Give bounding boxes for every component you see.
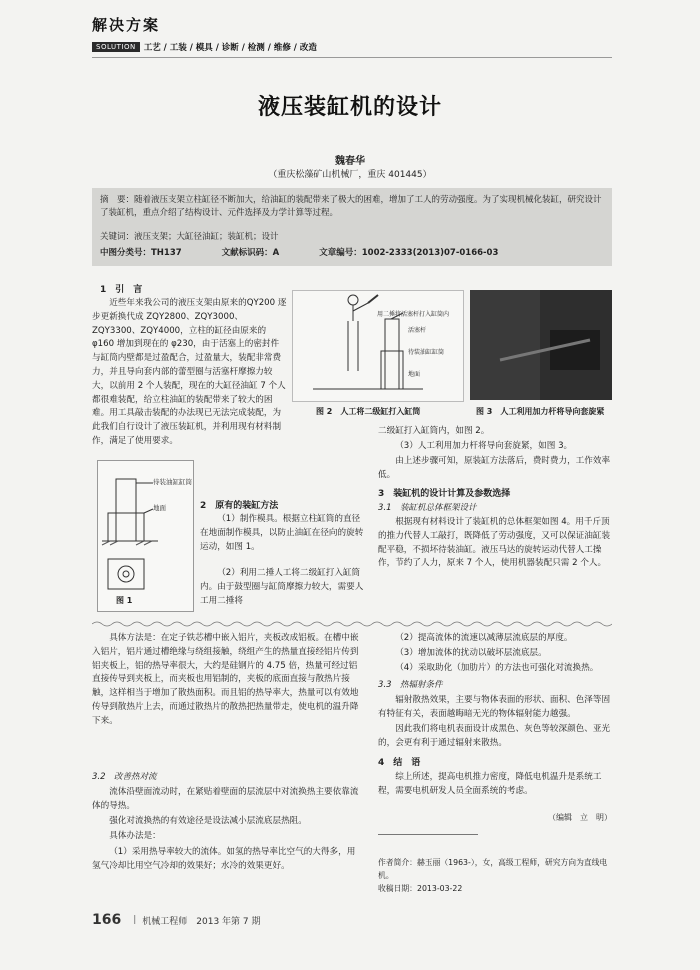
- figure-3-photo: [470, 290, 612, 400]
- clc-number: 中图分类号：TH137: [100, 248, 182, 258]
- method-disturbance: （3）增加流体的扰动以破坏层流底层。: [395, 648, 547, 658]
- author-bio: [378, 856, 612, 895]
- category-list: 工艺 / 工装 / 模具 / 诊断 / 检测 / 维修 / 改造: [143, 42, 317, 53]
- author-bio-text: 作者简介：赫玉丽（1963-），女，高级工程师，研究方向为直线电机。: [378, 858, 608, 880]
- figure-2-label-hammer: 用二捶将活塞杆打入缸筒内: [377, 311, 450, 318]
- method-fins: （4）采取助化（加肋片）的方法也可强化对流换热。: [395, 663, 599, 673]
- figure-1-label-ground: 地面: [153, 504, 166, 512]
- category-bar: [92, 40, 317, 53]
- specific-methods-label: 具体办法是：: [109, 831, 161, 841]
- figure-2: [292, 290, 464, 402]
- section-3-heading: 3 装缸机的设计计算及参数选择: [378, 489, 511, 499]
- footer-separator: |: [133, 915, 137, 925]
- figure-2-label-rod: 活塞杆: [408, 327, 427, 334]
- document-code: 文献标识码：A: [221, 248, 280, 258]
- figure-2-drawing: [293, 291, 463, 401]
- figure-2-caption: 图 2 人工将二级缸打入缸筒: [316, 407, 421, 416]
- method-step-3: （3）人工利用加力杆将导向套旋紧，如图 3。: [395, 441, 573, 451]
- received-date: 收稿日期：2013-03-22: [378, 884, 463, 893]
- article-number: 文章编号：1002-2333(2013)07-0166-03: [319, 248, 499, 258]
- page-number: 166: [92, 912, 122, 928]
- figure-3-image: [470, 290, 612, 400]
- method-fluid-conductivity: （1）采用热导率较大的流体。如氢的热导率比空气的大得多，用氢气冷却比用空气冷却的效果好；水冷的效果更好。: [92, 847, 356, 871]
- figure-2-label-ground: 地面: [408, 371, 421, 378]
- subsection-3-3-heading: 3.3 热辐射条件: [378, 680, 443, 690]
- section-1-heading: 1 引 言: [100, 285, 143, 295]
- author-affiliation: （重庆松藻矿山机械厂，重庆 401445）: [268, 170, 432, 180]
- abstract-text: 摘 要：随着液压支架立柱缸径不断加大，给油缸的装配带来了极大的困难，增加了工人的劳动强度。为了实现机械化装缸，研究设计了装缸机，重点介绍了结构设计、元件选择及力学计算等过程。: [100, 195, 602, 218]
- solution-badge: SOLUTION: [92, 42, 140, 52]
- method-flow-speed: （2）提高流体的流速以减薄层流底层的厚度。: [395, 633, 573, 643]
- figure-2-label-cylinder: 待装油缸缸筒: [408, 349, 445, 356]
- article-meta: [100, 246, 605, 258]
- header-divider: [92, 57, 612, 58]
- author-name: 魏春华: [335, 156, 365, 167]
- section-divider: [92, 620, 612, 628]
- subsection-3-2-heading: 3.2 改善热对流: [92, 772, 157, 782]
- editor-note: （编辑 立 明）: [548, 813, 612, 822]
- page-footer: [92, 912, 261, 928]
- keywords: 关键词：液压支架；大缸径油缸；装缸机；设计: [100, 232, 279, 242]
- method-step-2: （2）利用二捶人工将二级缸打入缸筒内。由于鼓型圈与缸筒摩擦力较大，需要人工用二捶将: [200, 568, 364, 606]
- subsection-3-1-heading: 3.1 装缸机总体框架设计: [378, 503, 477, 513]
- radiation-paragraph: 辐射散热效果，主要与物体表面的形状、面积、色泽等固有特征有关，表面越晦暗无光的物体辐射能力越强。: [378, 695, 611, 719]
- method-summary: 由上述步骤可知，原装缸方法落后，费时费力，工作效率低。: [378, 456, 611, 480]
- footnote-rule: [378, 834, 478, 835]
- section-title: 解决方案: [92, 16, 161, 34]
- radiation-design: 因此我们将电机表面设计成黑色、灰色等较深颜色、亚光的，会更有利于通过辐射来散热。: [378, 724, 611, 748]
- method-step-1: （1）制作模具。根据立柱缸筒的直径在地面制作模具，以防止油缸在径向的旋转运动，如图 1。: [200, 514, 364, 552]
- aluminum-method-paragraph: 具体方法是：在定子铁芯槽中嵌入铝片，夹板改成铝板。在槽中嵌入铝片，铝片通过槽绝缘与绕组接触，绕组产生的热量直接经铝片传到铝夹板上，铝的热导率很大，大约是硅钢片的 4.75 倍，热量可经过铝直接传导到夹板上，而夹板也用铝制的，夹板的底面直接与散热片接触，这样相当于增加了散热面积。而且铝的热导率大，热量可以有效地传导到散热片上去，而通过散热片的散热把热量带走，使电机的温升降下来。: [92, 633, 359, 726]
- section-2-heading: 2 原有的装缸方法: [200, 501, 279, 511]
- journal-name: 机械工程师 2013 年第 7 期: [142, 916, 261, 927]
- design-paragraph: 根据现有材料设计了装缸机的总体框架如图 4。用千斤顶的推力代替人工敲打，既降低了劳动强度，又可以保证油缸装配平稳，不损坏待装油缸。液压马达的旋转运动代替人工操作，节约了人力，原来 7 个人，使用机器装配只需 2 个人。: [378, 517, 611, 569]
- figure-1-label-cylinder: 待装油缸缸筒: [153, 478, 192, 486]
- convection-paragraph: 流体沿壁面流动时，在紧贴着壁面的层流层中对流换热主要依靠流体的导热。: [92, 787, 359, 811]
- convection-approach: 强化对流换热的有效途径是设法减小层流底层热阻。: [109, 816, 307, 826]
- figure-3-caption: 图 3 人工利用加力杆将导向套旋紧: [476, 407, 605, 416]
- figure-1: [97, 460, 194, 612]
- step-continuation: 二级缸打入缸筒内，如图 2。: [378, 426, 490, 436]
- article-title: 液压装缸机的设计: [257, 95, 442, 120]
- conclusion-paragraph: 综上所述，提高电机推力密度，降低电机温升是系统工程，需要电机研发人员全面系统的考虑。: [378, 772, 602, 796]
- section-4-heading: 4 结 语: [378, 758, 421, 768]
- intro-paragraph: 近些年来我公司的液压支架由原来的QY200 逐步更新换代成 ZQY2800、ZQY3000、ZQY3300、ZQY4000，立柱的缸径由原来的 φ160 增加到现在的 φ230，由于活塞上的密封件与缸筒内壁都是过盈配合，过盈量大，装配非常费力，并且导向套内部的蕾型圈与活塞杆摩擦力较大，以前用 2 个人装配，现在的大缸径油缸 7 个人都很难装配，给立柱油缸的装配带来了较大的困难。用工具敲击装配的办法现已无法完成装配，为此我们自行设计了液压装缸机，并利用现有材料制作，满足了使用要求。: [92, 298, 287, 446]
- figure-1-caption: 图 1: [116, 596, 133, 605]
